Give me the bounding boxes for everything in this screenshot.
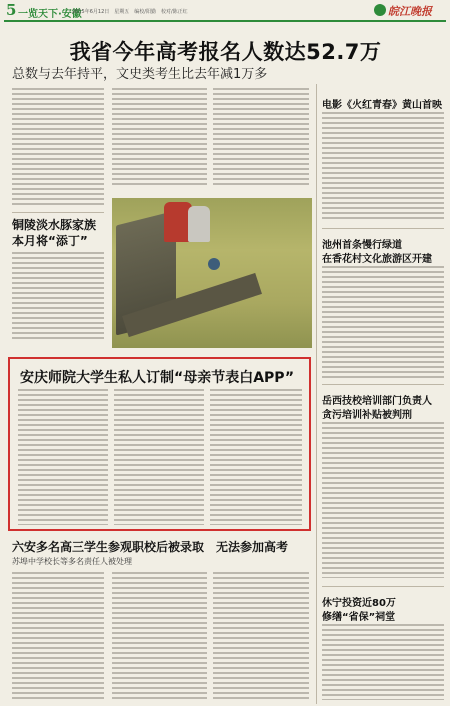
issue-meta: 2015年6月12日 星期五 编校/阳勤 校对/陈正红 [72, 9, 188, 15]
bottom-story-subtitle: 苏埠中学校长等多名责任人被处理 [12, 557, 132, 566]
featured-body-col-2 [114, 389, 204, 525]
bucket-shape [208, 258, 220, 270]
lead-body-col-2 [112, 88, 207, 188]
divider [322, 228, 444, 229]
person-shape [188, 206, 210, 242]
logo-mark-icon [374, 4, 386, 16]
lead-headline: 我省今年高考报名人数达52.7万 [69, 40, 382, 64]
lead-body-col-3 [213, 88, 309, 188]
right-story-4-title-2: 修缮“省保”祠堂 [322, 612, 396, 623]
left-story-title-2: 本月将“添丁” [12, 234, 88, 248]
page-number: 5 [6, 1, 17, 19]
divider [322, 586, 444, 587]
featured-story-title: 安庆师院大学生私人订制“母亲节表白APP” [20, 370, 295, 386]
right-story-4-body [322, 624, 444, 700]
bottom-body-col-2 [112, 572, 207, 700]
left-story-body [12, 252, 104, 342]
bottom-body-col-3 [213, 572, 309, 700]
news-photo [112, 198, 312, 348]
left-story-title-1: 铜陵淡水豚家族 [12, 218, 97, 232]
right-story-1-title: 电影《火红青春》黄山首映 [322, 100, 442, 111]
right-story-1-body [322, 112, 444, 222]
section-name: 一览天下·安徽 [18, 9, 82, 20]
masthead [4, 2, 446, 22]
column-rule [316, 84, 317, 704]
right-story-4-title-1: 休宁投资近80万 [322, 598, 396, 609]
featured-story-box [8, 357, 311, 531]
bottom-body-col-1 [12, 572, 104, 700]
featured-body-col-1 [18, 389, 108, 525]
right-story-2-title-2: 在香花村文化旅游区开建 [322, 254, 432, 265]
right-story-3-title-1: 岳西技校培训部门负责人 [322, 396, 432, 407]
divider [12, 212, 104, 213]
paper-logo [374, 3, 444, 17]
right-story-3-title-2: 贪污培训补贴被判刑 [322, 410, 412, 421]
divider [322, 384, 444, 385]
paper-name: 皖江晚报 [388, 5, 432, 18]
lead-subheadline: 总数与去年持平，文史类考生比去年减1万多 [12, 67, 268, 82]
right-story-3-body [322, 422, 444, 578]
right-story-2-body [322, 266, 444, 378]
right-story-2-title-1: 池州首条慢行绿道 [322, 240, 402, 251]
featured-body-col-3 [210, 389, 302, 525]
bottom-story-title: 六安多名高三学生参观职校后被录取 无法参加高考 [12, 540, 289, 554]
lead-body-col-1 [12, 88, 104, 206]
